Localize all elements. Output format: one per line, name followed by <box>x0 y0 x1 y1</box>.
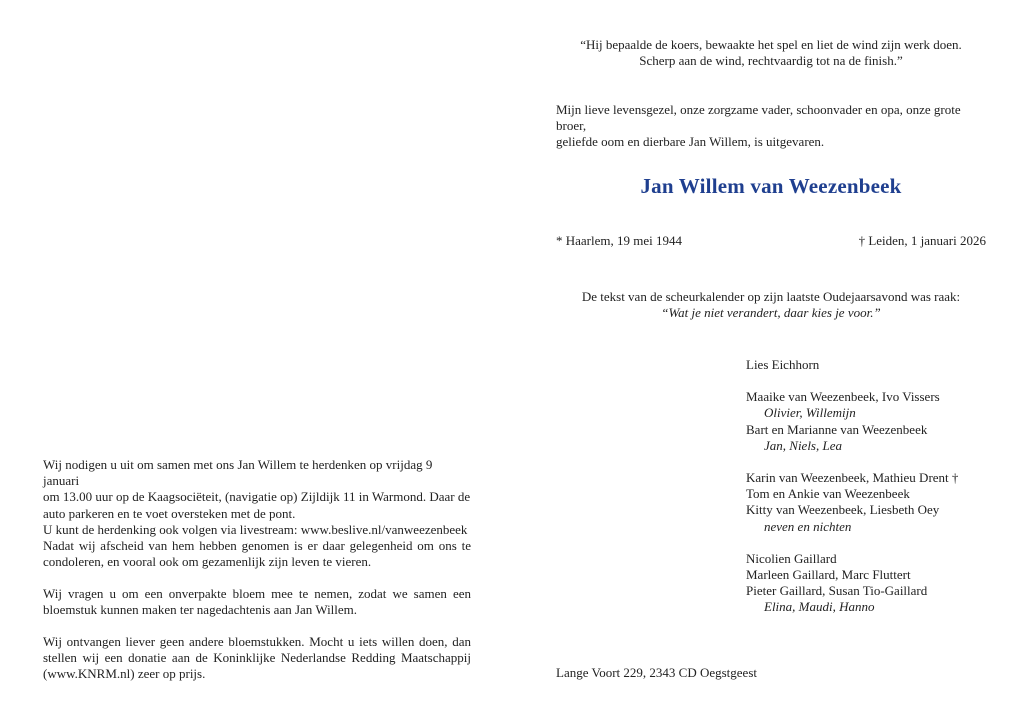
family-line: neven en nichten <box>764 518 852 534</box>
family-group-2 <box>746 470 1006 535</box>
invitation-line-2: om 13.00 uur op de Kaagsociëteit, (navigatie op) Zijldijk 11 in Warmond. Daar de <box>43 489 471 505</box>
family-line: Karin van Weezenbeek, Mathieu Drent † <box>746 470 959 486</box>
livestream-line: U kunt de herdenking ook volgen via livestream: www.beslive.nl/vanweezenbeek <box>43 521 468 537</box>
deceased-name-block <box>556 174 986 199</box>
quote-line-1: “Hij bepaalde de koers, bewaakte het spel en liet de wind zijn werk doen. <box>580 37 962 52</box>
family-list <box>746 357 1006 616</box>
condolence-text: Nadat wij afscheid van hem hebben genomen is er daar gelegenheid om ons te condoleren, en vooral ook om gezamenlijk zijn leven te vieren. <box>43 538 471 570</box>
family-line: Pieter Gaillard, Susan Tio-Gaillard <box>746 583 928 599</box>
family-line: Tom en Ankie van Weezenbeek <box>746 486 910 502</box>
family-line: Kitty van Weezenbeek, Liesbeth Oey <box>746 502 940 518</box>
family-line: Maaike van Weezenbeek, Ivo Vissers <box>746 389 940 405</box>
life-dates <box>556 233 986 249</box>
quote-line-2: Scherp aan de wind, rechtvaardig tot na de finish.” <box>639 53 903 69</box>
address-block <box>556 665 986 681</box>
family-group-1 <box>746 389 1006 454</box>
family-line: Bart en Marianne van Weezenbeek <box>746 421 928 437</box>
family-partner: Lies Eichhorn <box>746 357 820 372</box>
invitation <box>43 457 471 538</box>
calendar-quote <box>556 289 986 321</box>
deceased-name: Jan Willem van Weezenbeek <box>640 174 902 198</box>
announcement-line-2: geliefde oom en dierbare Jan Willem, is uitgevaren. <box>556 134 825 150</box>
flower-block <box>43 586 471 618</box>
invitation-line-1: Wij nodigen u uit om samen met ons Jan Willem te herdenken op vrijdag 9 januari <box>43 457 433 489</box>
family-line: Elina, Maudi, Hanno <box>764 599 875 615</box>
announcement <box>556 102 986 151</box>
family-line: Jan, Niels, Lea <box>764 437 842 453</box>
calendar-text: “Wat je niet verandert, daar kies je voor.” <box>661 305 881 321</box>
donation-text: Wij ontvangen liever geen andere bloemstukken. Mocht u iets willen doen, dan stellen wij een donatie aan de Koninklijke Nederlandse Redding Maatschappij (www.KNRM.nl) zeer op prijs. <box>43 634 471 682</box>
invitation-line-3: auto parkeren en te voet oversteken met de pont. <box>43 505 296 521</box>
family-line: Marleen Gaillard, Marc Fluttert <box>746 567 911 583</box>
family-line: Olivier, Willemijn <box>764 405 856 421</box>
flower-text: Wij vragen u om een onverpakte bloem mee te nemen, zodat we samen een bloemstuk kunnen maken ter nagedachtenis aan Jan Willem. <box>43 586 471 618</box>
birth-date: * Haarlem, 19 mei 1944 <box>556 233 682 248</box>
calendar-intro: De tekst van de scheurkalender op zijn laatste Oudejaarsavond was raak: <box>581 289 961 304</box>
address: Lange Voort 229, 2343 CD Oegstgeest <box>556 665 757 680</box>
opening-quote <box>556 37 986 69</box>
condolence-block <box>43 538 471 570</box>
family-group-3 <box>746 551 1006 616</box>
donation-block <box>43 634 471 683</box>
announcement-line-1: Mijn lieve levensgezel, onze zorgzame vader, schoonvader en opa, onze grote broer, <box>556 102 961 134</box>
family-line: Nicolien Gaillard <box>746 550 837 566</box>
death-date: † Leiden, 1 januari 2026 <box>858 233 986 248</box>
